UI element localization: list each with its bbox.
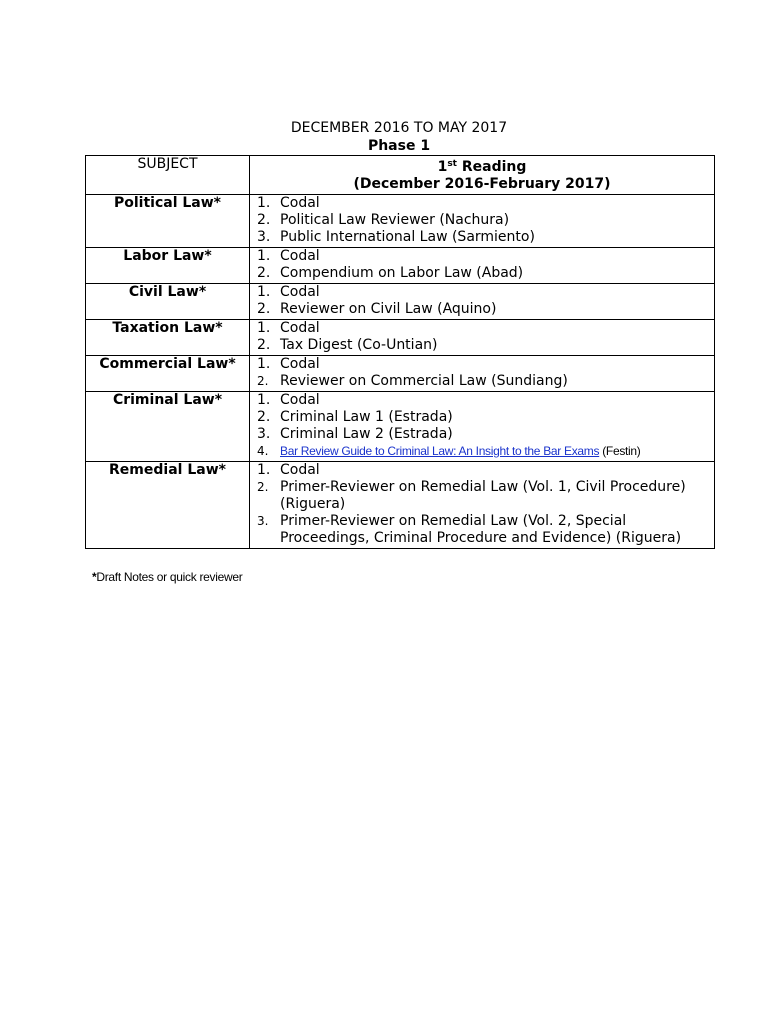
list-item [250,301,714,318]
list-item-number: 2. [257,337,271,353]
document-title: DECEMBER 2016 TO MAY 2017 [290,120,508,136]
list-item-number: 1. [257,320,271,336]
subject-cell: Taxation Law* [86,320,250,356]
list-item-number: 2. [257,480,269,494]
materials-cell [250,195,715,248]
list-item [250,356,714,373]
list-item-text: Primer-Reviewer on Remedial Law (Vol. 1, Civil Procedure) (Riguera) [280,479,686,512]
list-item-text: Reviewer on Civil Law (Aquino) [280,301,497,317]
subject-cell: Political Law* [86,195,250,248]
list-item-number: 2. [257,409,271,425]
materials-cell [250,284,715,320]
subject-column-header: SUBJECT [86,156,250,195]
list-item-text: Reviewer on Commercial Law (Sundiang) [280,373,568,389]
reading-header-superscript: st [447,159,457,169]
materials-cell [250,248,715,284]
reading-header-label: Reading [457,159,527,175]
list-item-text: Primer-Reviewer on Remedial Law (Vol. 2, Special Proceedings, Criminal Procedure and Evidence) (Riguera) [280,513,682,546]
list-item-text: Public International Law (Sarmiento) [280,229,535,245]
materials-list [250,392,714,460]
list-item [250,392,714,409]
list-item-number: 1. [257,284,271,300]
list-item [250,462,714,479]
table-row [86,284,715,320]
table-row [86,248,715,284]
subject-cell: Remedial Law* [86,462,250,549]
materials-cell [250,392,715,462]
list-item [250,284,714,301]
list-item [250,513,714,547]
list-item-number: 3. [257,514,269,528]
list-item [250,229,714,246]
phase-heading: Phase 1 [367,138,431,154]
list-item-number: 2. [257,212,271,228]
list-item-text: Codal [280,320,320,336]
list-item [250,479,714,513]
list-item-number: 1. [257,392,271,408]
reading-header-number: 1 [437,159,448,175]
list-item-text: Criminal Law 2 (Estrada) [280,426,453,442]
list-item-number: 4. [257,444,269,458]
list-item [250,409,714,426]
list-item-number: 2. [257,301,271,317]
list-item-number: 2. [257,374,269,388]
list-item-author: (Festin) [599,444,641,458]
list-item [250,248,714,265]
reading-column-header [250,156,715,195]
list-item [250,443,714,460]
list-item-text: Codal [280,462,320,478]
footnote-text: Draft Notes or quick reviewer [96,570,243,584]
list-item-text: Codal [280,392,320,408]
list-item [250,337,714,354]
list-item [250,320,714,337]
materials-list [250,356,714,390]
list-item-number: 2. [257,265,271,281]
list-item [250,426,714,443]
footnote-asterisk: * [92,570,97,584]
materials-list [250,284,714,318]
list-item-number: 3. [257,229,271,245]
list-item [250,265,714,282]
materials-list [250,195,714,246]
list-item-text: Codal [280,356,320,372]
subject-cell: Civil Law* [86,284,250,320]
table-row [86,195,715,248]
bar-review-guide-link[interactable]: Bar Review Guide to Criminal Law: An Insight to the Bar Exams [280,444,600,458]
materials-list [250,320,714,354]
list-item-number: 3. [257,426,271,442]
materials-cell [250,320,715,356]
reading-schedule-table [85,155,715,549]
list-item-number: 1. [257,462,271,478]
table-row [86,392,715,462]
materials-list [250,462,714,547]
table-row [86,462,715,549]
list-item [250,212,714,229]
list-item-text: Compendium on Labor Law (Abad) [280,265,524,281]
list-item-text: Political Law Reviewer (Nachura) [280,212,510,228]
footnote [92,570,242,584]
list-item [250,195,714,212]
materials-list [250,248,714,282]
list-item-number: 1. [257,356,271,372]
materials-cell [250,462,715,549]
list-item-text: Codal [280,195,320,211]
table-row [86,320,715,356]
reading-period: (December 2016-February 2017) [353,176,611,192]
table-row [86,356,715,392]
list-item-text: Criminal Law 1 (Estrada) [280,409,453,425]
table-header-row [86,156,715,195]
subject-cell: Labor Law* [86,248,250,284]
list-item-text: Codal [280,248,320,264]
subject-cell: Commercial Law* [86,356,250,392]
list-item-number: 1. [257,248,271,264]
list-item-text: Codal [280,284,320,300]
list-item-text: Tax Digest (Co-Untian) [280,337,438,353]
list-item-number: 1. [257,195,271,211]
list-item [250,373,714,390]
materials-cell [250,356,715,392]
subject-cell: Criminal Law* [86,392,250,462]
